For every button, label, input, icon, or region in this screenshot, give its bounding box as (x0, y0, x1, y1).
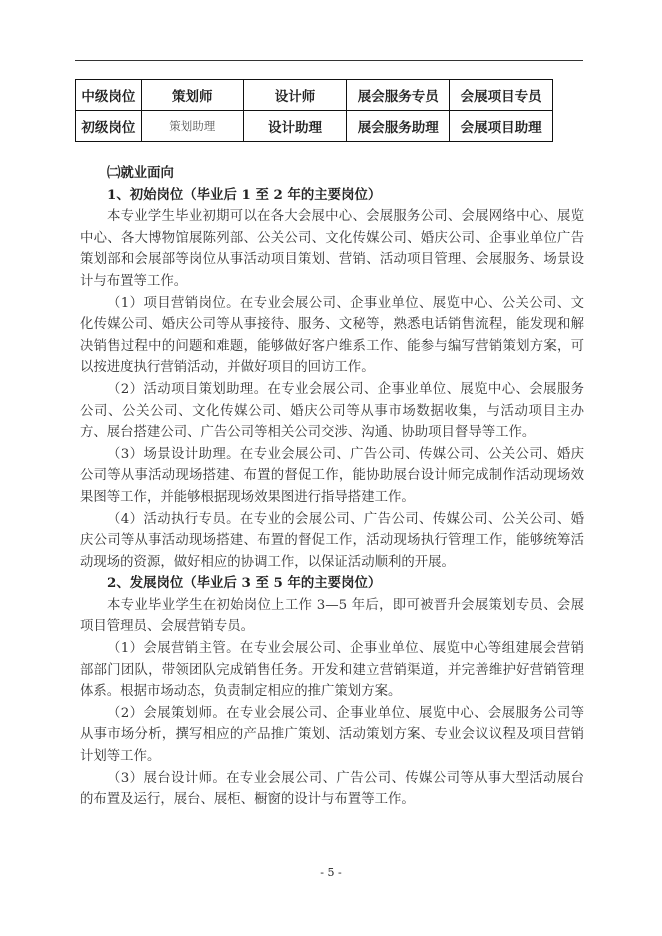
paragraph: （3）展台设计师。在专业会展公司、广告公司、传媒公司等从事大型活动展台的布置及运行，展台、展柜、橱窗的设计与布置等工作。 (80, 770, 584, 808)
body-text (80, 163, 584, 811)
table-cell: 会展项目助理 (450, 111, 553, 142)
positions-table (75, 79, 553, 142)
paragraph: （3）场景设计助理。在专业会展公司、广告公司、传媒公司、公关公司、婚庆公司等从事活动现场搭建、布置的督促工作，能协助展台设计师完成制作活动现场效果图等工作，并能够根据现场效果图进行指导搭建工作。 (80, 446, 584, 505)
paragraph: （1）项目营销岗位。在专业会展公司、企事业单位、展览中心、公关公司、文化传媒公司、婚庆公司等从事接待、服务、文秘等，熟悉电话销售流程，能发现和解决销售过程中的问题和难题，能够做好客户维系工作、能参与编写营销策划方案，可以按进度执行营销活动，并做好项目的回访工作。 (80, 295, 584, 376)
table-cell: 策划助理 (141, 111, 243, 142)
table-cell: 策划师 (141, 80, 243, 111)
table-cell: 设计师 (243, 80, 347, 111)
table-cell: 中级岗位 (76, 80, 142, 111)
table-row (76, 111, 553, 142)
paragraph: （1）会展营销主管。在专业会展公司、企事业单位、展览中心等组建展会营销部部门团队，带领团队完成销售任务。开发和建立营销渠道，并完善维护好营销管理体系。根据市场动态，负责制定相应的推广策划方案。 (80, 641, 584, 700)
page-number: - 5 - (320, 866, 342, 879)
paragraph: （2）会展策划师。在专业会展公司、企事业单位、展览中心、会展服务公司等从事市场分析，撰写相应的产品推广策划、活动策划方案、专业会议议程及项目营销计划等工作。 (80, 705, 584, 765)
table-cell: 展会服务助理 (347, 111, 450, 142)
table-row (76, 80, 553, 111)
header-rule (75, 60, 583, 61)
paragraph: 本专业毕业学生在初始岗位上工作 3—5 年后，即可被晋升会展策划专员、会展项目管理员、会展营销专员。 (80, 597, 584, 635)
paragraph: （4）活动执行专员。在专业的会展公司、广告公司、传媒公司、公关公司、婚庆公司等从事活动现场搭建、布置的督促工作，活动现场执行管理工作，能够统筹活动现场的资源，做好相应的协调工作，以保证活动顺利的开展。 (80, 511, 584, 570)
section-title: ㈡就业面向 (107, 165, 174, 181)
paragraph: 本专业学生毕业初期可以在各大会展中心、会展服务公司、会展网络中心、展览中心、各大博物馆展陈列部、公关公司、文化传媒公司、婚庆公司、企事业单位广告策划部和会展部等岗位从事活动项目策划、营销、活动项目管理、会展服务、场景设计与布置等工作。 (80, 209, 584, 289)
table-cell: 会展项目专员 (450, 80, 553, 111)
table-cell: 设计助理 (243, 111, 347, 142)
table-cell: 展会服务专员 (347, 80, 450, 111)
heading-initial-positions: 1、初始岗位（毕业后 1 至 2 年的主要岗位） (107, 186, 382, 203)
heading-development-positions: 2、发展岗位（毕业后 3 至 5 年的主要岗位） (107, 575, 382, 592)
paragraph: （2）活动项目策划助理。在专业会展公司、企事业单位、展览中心、会展服务公司、公关公司、文化传媒公司、婚庆公司等从事市场数据收集，与活动项目主办方、展台搭建公司、广告公司等相关公司交涉、沟通、协助项目督导等工作。 (80, 381, 584, 441)
table-cell: 初级岗位 (76, 111, 142, 142)
